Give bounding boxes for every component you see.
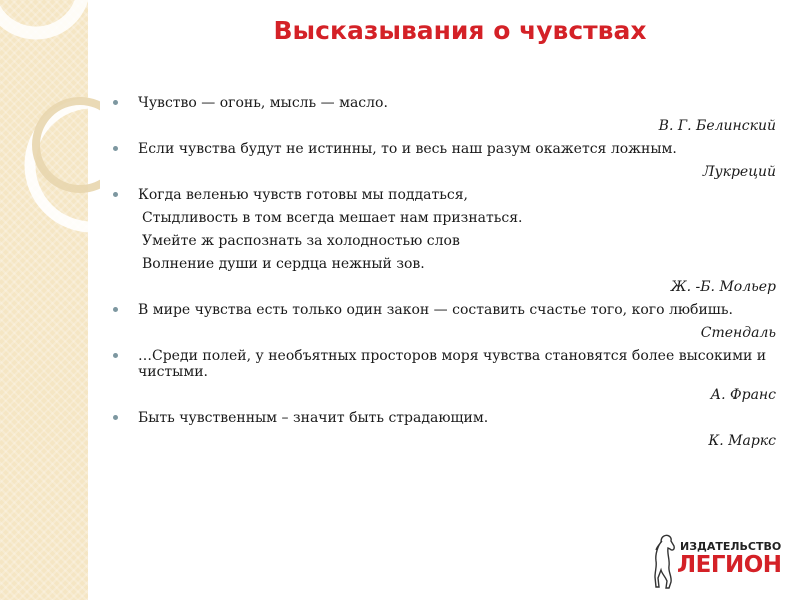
quote-author: В. Г. Белинский (658, 118, 776, 134)
quote-text: Быть чувственным – значит быть страдающим. (108, 410, 776, 426)
horse-icon (650, 532, 680, 590)
quote-text-continuation: Умейте ж распознать за холодностью слов (142, 233, 460, 249)
quotes-list (108, 95, 776, 456)
quote-author: А. Франс (710, 387, 776, 403)
middle-ring-inner (36, 101, 100, 189)
page-title: Высказывания о чувствах (273, 16, 647, 45)
quote-author: К. Маркс (708, 433, 776, 449)
logo-brand-name: ЛЕГИОН (677, 552, 782, 578)
decorative-rings (0, 0, 100, 600)
quote-text: В мире чувства есть только один закон — составить счастье того, кого любишь. (108, 302, 776, 318)
logo-publisher-label: ИЗДАТЕЛЬСТВО (680, 540, 782, 553)
quote-text-continuation: Волнение души и сердца нежный зов. (142, 256, 425, 272)
publisher-logo (650, 530, 790, 590)
quote-author: Лукреций (702, 164, 776, 180)
quote-text: Если чувства будут не истинны, то и весь наш разум окажется ложным. (108, 141, 776, 157)
quote-text: …Среди полей, у необъятных просторов моря чувства становятся более высокими и чистыми. (108, 348, 776, 380)
top-ring (0, 0, 84, 33)
quote-author: Ж. -Б. Мольер (670, 279, 776, 295)
quote-text: Когда веленью чувств готовы мы поддаться, (108, 187, 776, 203)
quote-author: Стендаль (700, 325, 776, 341)
quote-text-continuation: Стыдливость в том всегда мешает нам признаться. (142, 210, 523, 226)
side-decoration-panel (0, 0, 88, 600)
quote-text: Чувство — огонь, мысль — масло. (108, 95, 776, 111)
